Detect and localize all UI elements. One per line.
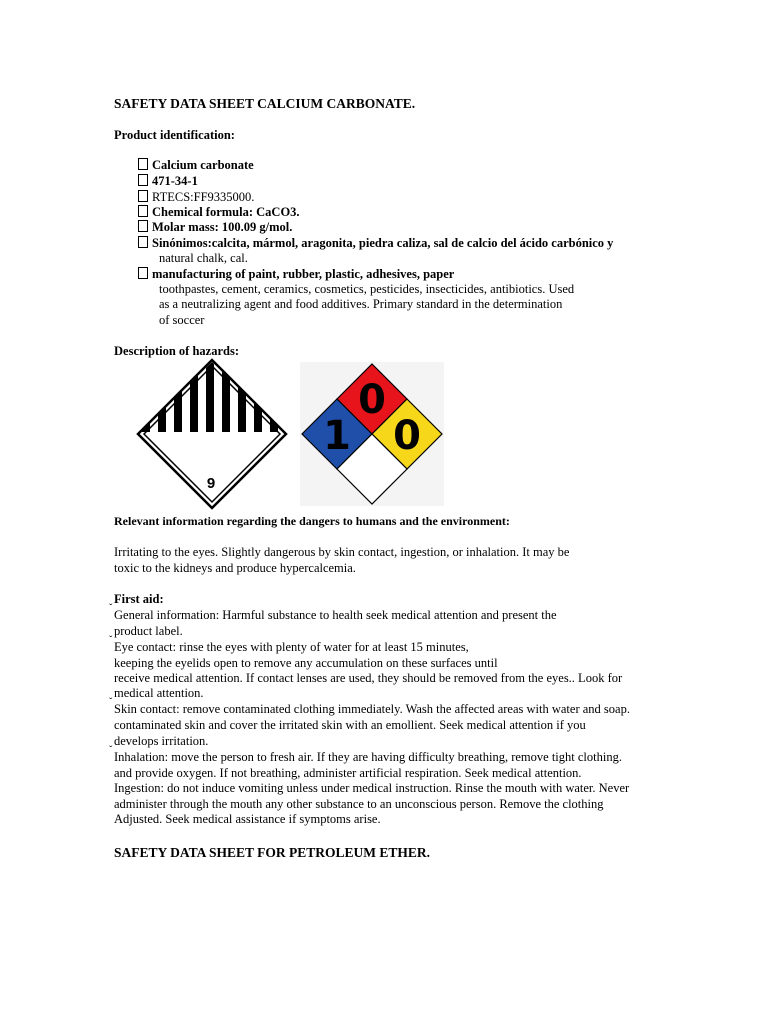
first-aid-line: General information: Harmful substance to health seek medical attention and present the	[114, 608, 557, 622]
product-item: RTECS:FF9335000.	[138, 190, 254, 206]
hazards-heading: Description of hazards:	[114, 344, 239, 358]
product-item: Molar mass: 100.09 g/mol.	[138, 220, 292, 236]
first-aid-line: develops irritation.	[114, 734, 209, 748]
bullet-box-icon	[138, 158, 148, 170]
first-aid-line: Ingestion: do not induce vomiting unless under medical instruction. Rinse the mouth with water. Never	[114, 781, 630, 795]
product-item: 471-34-1	[138, 174, 198, 190]
nfpa-flammability-value: 0	[358, 377, 386, 423]
class-9-hazard-diamond-icon	[136, 358, 288, 510]
uses-line: toothpastes, cement, ceramics, cosmetics, pesticides, insecticides, antibiotics. Used	[159, 282, 575, 296]
class-number: 9	[206, 475, 216, 492]
first-aid-line: keeping the eyelids open to remove any accumulation on these surfaces until	[114, 656, 498, 670]
bullet-box-icon	[138, 174, 148, 186]
first-aid-line: Eye contact: rinse the eyes with plenty of water for at least 15 minutes,	[114, 640, 469, 654]
bullet-box-icon	[138, 205, 148, 217]
uses-line: as a neutralizing agent and food additives. Primary standard in the determination	[159, 297, 563, 311]
relevant-info-line: Irritating to the eyes. Slightly dangerous by skin contact, ingestion, or inhalation. It may be	[114, 545, 570, 559]
second-section-title: SAFETY DATA SHEET FOR PETROLEUM ETHER.	[114, 845, 431, 860]
first-aid-line: and provide oxygen. If not breathing, administer artificial respiration. Seek medical attention.	[114, 766, 582, 780]
first-aid-line: administer through the mouth any other substance to an unconscious person. Remove the clothing	[114, 797, 604, 811]
list-mark-icon: ˇ	[109, 635, 113, 646]
first-aid-line: contaminated skin and cover the irritated skin with an emollient. Seek medical attention if you	[114, 718, 586, 732]
uses-line: of soccer	[159, 313, 205, 327]
first-aid-line: receive medical attention. If contact lenses are used, they should be removed from the eyes.. Look for	[114, 671, 623, 685]
first-aid-line: Adjusted. Seek medical assistance if symptoms arise.	[114, 812, 381, 826]
nfpa-diamond-icon	[300, 362, 444, 506]
list-mark-icon: ˇ	[109, 697, 113, 708]
synonyms-continuation: natural chalk, cal.	[159, 251, 248, 265]
bullet-box-icon	[138, 267, 148, 279]
product-item: Chemical formula: CaCO3.	[138, 205, 300, 221]
product-item: Calcium carbonate	[138, 158, 254, 174]
product-item: manufacturing of paint, rubber, plastic, adhesives, paper	[138, 267, 454, 283]
first-aid-line: Inhalation: move the person to fresh air. If they are having difficulty breathing, remove tight clothing.	[114, 750, 622, 764]
list-mark-icon: ˇ	[109, 603, 113, 614]
bullet-box-icon	[138, 220, 148, 232]
document-title: SAFETY DATA SHEET CALCIUM CARBONATE.	[114, 96, 416, 111]
nfpa-health-value: 1	[323, 413, 351, 459]
first-aid-line: Skin contact: remove contaminated clothing immediately. Wash the affected areas with water and soap.	[114, 702, 630, 716]
first-aid-heading: First aid:	[114, 592, 164, 606]
bullet-box-icon	[138, 236, 148, 248]
bullet-box-icon	[138, 190, 148, 202]
product-identification-heading: Product identification:	[114, 128, 235, 142]
nfpa-reactivity-value: 0	[393, 413, 421, 459]
first-aid-line: product label.	[114, 624, 183, 638]
relevant-info-line: toxic to the kidneys and produce hypercalcemia.	[114, 561, 356, 575]
product-item: Sinónimos:calcita, mármol, aragonita, piedra caliza, sal de calcio del ácido carbónico y	[138, 236, 613, 252]
list-mark-icon: ˇ	[109, 745, 113, 756]
relevant-info-heading: Relevant information regarding the dangers to humans and the environment:	[114, 514, 510, 528]
first-aid-line: medical attention.	[114, 686, 204, 700]
